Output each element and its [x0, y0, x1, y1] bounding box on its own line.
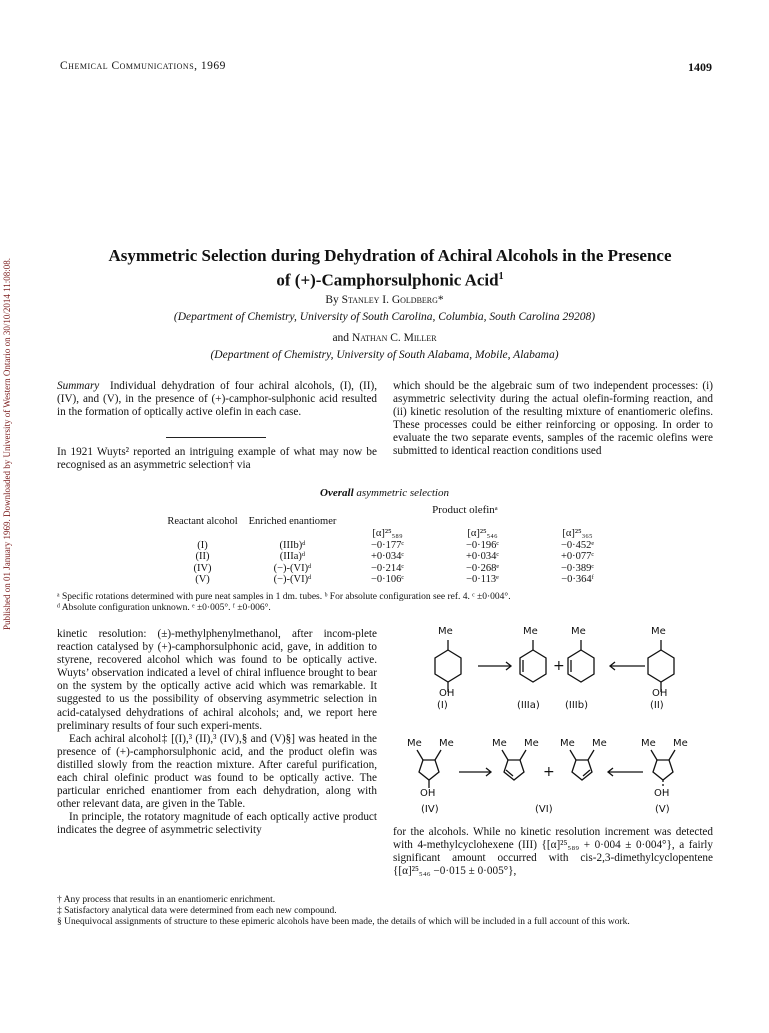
- me-label: Me: [492, 738, 507, 749]
- title-line-1: Asymmetric Selection during Dehydration of Achiral Alcohols in the Presence: [108, 246, 672, 265]
- summary-divider: [166, 437, 266, 438]
- download-watermark: [2, 180, 14, 630]
- product-olefin-header: Product olefinᵃ: [432, 504, 498, 516]
- table-row: (I) (IIIb)ᵈ −0·177ᶜ −0·196ᶜ −0·452ᵉ: [197, 539, 595, 551]
- col-header-reactant: Reactant alcohol: [167, 516, 238, 527]
- reaction-scheme: [393, 622, 723, 822]
- body-paragraph-1: kinetic resolution: (±)-methylphenylmethanol, after incom-plete reaction catalysed by (+)-camphorsulphonic acid, gave, in addition to styrene, recovered alcohol which was found to be optically active. Wuyts’ observation indicated a level of chiral influence brought to bear on the system by the optically active acid which was remarkable. It suggested to us the possibility of observing asymmetric selection in acid-catalysed dehydrations of achiral alcohols; and, we report here preliminary results of four such experi-ments.: [57, 628, 377, 732]
- right-body-column: for the alcohols. While no kinetic resolution increment was detected with 4-methylcyclohexene (III) {[α]²⁵₅₈₉ + 0·004 ± 0·004°}, a fairly significant amount occurred with cis-2,3-dimethylcyclopentene {[α]²⁵₅₄₆ −0·015 ± 0·005°},: [393, 826, 713, 878]
- footnotes: [57, 895, 717, 928]
- ring-IIIb: [568, 650, 594, 682]
- table-title: [0, 487, 769, 499]
- right-top-paragraph: which should be the algebraic sum of two independent processes: (i) asymmetric selectivity during the actual olefin-forming reaction, and (ii) kinetic resolution of the resulting mixture of enantiomeric olefins. These processes could be either reinforcing or opposing. In order to evaluate the two separate events, samples of the racemic olefins were submitted to identical reaction conditions used: [393, 380, 713, 458]
- page-number: 1409: [688, 60, 712, 74]
- ring-VI-1: [504, 760, 524, 780]
- table-footnote-1: ᵃ Specific rotations determined with pure neat samples in 1 dm. tubes. ᵇ For absolute configuration see ref. 4. ᶜ ±0·004°.: [57, 592, 511, 602]
- intro-paragraph: In 1921 Wuyts² reported an intriguing example of what may now be recognised as an asymmetric selection† via: [57, 446, 377, 472]
- oh-label: OH: [652, 688, 668, 699]
- compound-label-IV: (IV): [421, 804, 439, 815]
- col-header-589: [α]²⁵₅₈₉: [372, 528, 403, 539]
- ring-IV: [419, 760, 439, 780]
- data-table: [160, 516, 625, 586]
- me-label: Me: [523, 626, 538, 637]
- summary-text: Individual dehydration of four achiral alcohols, (I), (II), (IV), and (V), in the presence of (+)-camphor-sulphonic acid resulted in the formation of optically active olefin in each case.: [57, 380, 378, 419]
- me-label: Me: [592, 738, 607, 749]
- compound-label-V: (V): [655, 804, 670, 815]
- article-title: [40, 245, 740, 291]
- compound-label-IIIb: (IIIb): [565, 700, 588, 711]
- me-label: Me: [560, 738, 575, 749]
- body-paragraph-3: In principle, the rotatory magnitude of each optically active product indicates the degree of asymmetric selectivity: [57, 811, 377, 837]
- and-label: and: [332, 332, 350, 344]
- me-label: Me: [524, 738, 539, 749]
- me-label: Me: [407, 738, 422, 749]
- watermark-text: Published on 01 January 1969. Downloaded by University of Western Ontario on 30/10/2014 11:08:08.: [2, 258, 12, 630]
- affiliation-1: (Department of Chemistry, University of South Carolina, Columbia, South Carolina 29208): [173, 311, 596, 323]
- oh-label: OH: [420, 788, 436, 799]
- title-ref: 1: [498, 271, 504, 282]
- author-line-1: [0, 294, 769, 306]
- me-label: Me: [438, 626, 453, 637]
- table-footnote-2: ᵈ Absolute configuration unknown. ᵉ ±0·005°. ᶠ ±0·006°.: [57, 603, 271, 613]
- col-header-enantiomer: Enriched enantiomer: [248, 516, 337, 527]
- me-label: Me: [651, 626, 666, 637]
- affiliation-2: (Department of Chemistry, University of South Alabama, Mobile, Alabama): [210, 349, 559, 361]
- footnote-section: § Unequivocal assignments of structure to these epimeric alcohols have been made, the details of which will be included in a full account of this work.: [57, 917, 630, 927]
- journal-header: Chemical Communications, 1969: [60, 60, 226, 72]
- summary-block: [57, 380, 377, 419]
- ring-II: [648, 650, 674, 682]
- footnote-double-dagger: ‡ Satisfactory analytical data were determined from each new compound.: [57, 906, 337, 916]
- me-label: Me: [571, 626, 586, 637]
- oh-label: OH: [654, 788, 670, 799]
- me-label: Me: [673, 738, 688, 749]
- table-row: (V) (−)-(VI)ᵈ −0·106ᶜ −0·113ᵉ −0·364ᶠ: [195, 574, 594, 585]
- by-label: By: [325, 294, 339, 306]
- author-miller: Nathan C. Miller: [351, 332, 437, 344]
- compound-label-VI: (VI): [535, 804, 553, 815]
- ring-I: [435, 650, 461, 682]
- table-title-bold: Overall: [320, 487, 354, 499]
- plus-sign: +: [553, 658, 565, 674]
- oh-label: OH: [439, 688, 455, 699]
- table-row: (II) (IIIa)ᵈ +0·034ᶜ +0·034ᶜ +0·077ᶜ: [195, 551, 595, 562]
- footnote-dagger: † Any process that results in an enantiomeric enrichment.: [57, 895, 276, 905]
- me-label: Me: [641, 738, 656, 749]
- ring-VI-2: [572, 760, 592, 780]
- table-row: (IV) (−)-(VI)ᵈ −0·214ᶜ −0·268ᵉ −0·389ᶜ: [193, 562, 595, 574]
- author-line-2: [0, 332, 769, 344]
- scheme-svg: [393, 622, 723, 822]
- plus-sign: +: [543, 764, 555, 780]
- compound-label-IIIa: (IIIa): [517, 700, 540, 711]
- table-title-rest: asymmetric selection: [353, 487, 449, 499]
- left-body-column: [57, 628, 377, 838]
- compound-label-II: (II): [650, 700, 664, 711]
- col-header-365: [α]²⁵₃₆₅: [562, 528, 593, 539]
- author-goldberg: Stanley I. Goldberg*: [341, 294, 444, 306]
- title-line-2: of (+)-Camphorsulphonic Acid: [276, 270, 499, 290]
- col-header-546: [α]²⁵₅₄₆: [467, 528, 498, 539]
- ring-IIIa: [520, 650, 546, 682]
- table-header-row: [160, 516, 625, 540]
- compound-label-I: (I): [437, 700, 448, 711]
- ring-V: [653, 760, 673, 780]
- body-paragraph-2: Each achiral alcohol‡ [(I),³ (II),³ (IV),§ and (V)§] was heated in the presence of (+)-camphorsulphonic acid, and the product olefin was distilled slowly from the reaction mixture. After careful purification, each chiral olefinic product was found to be optically active. The particular enriched enantiomer from each dehydration, along with other relevant data, are given in the Table.: [57, 732, 377, 811]
- me-label: Me: [439, 738, 454, 749]
- summary-label: Summary: [57, 380, 100, 392]
